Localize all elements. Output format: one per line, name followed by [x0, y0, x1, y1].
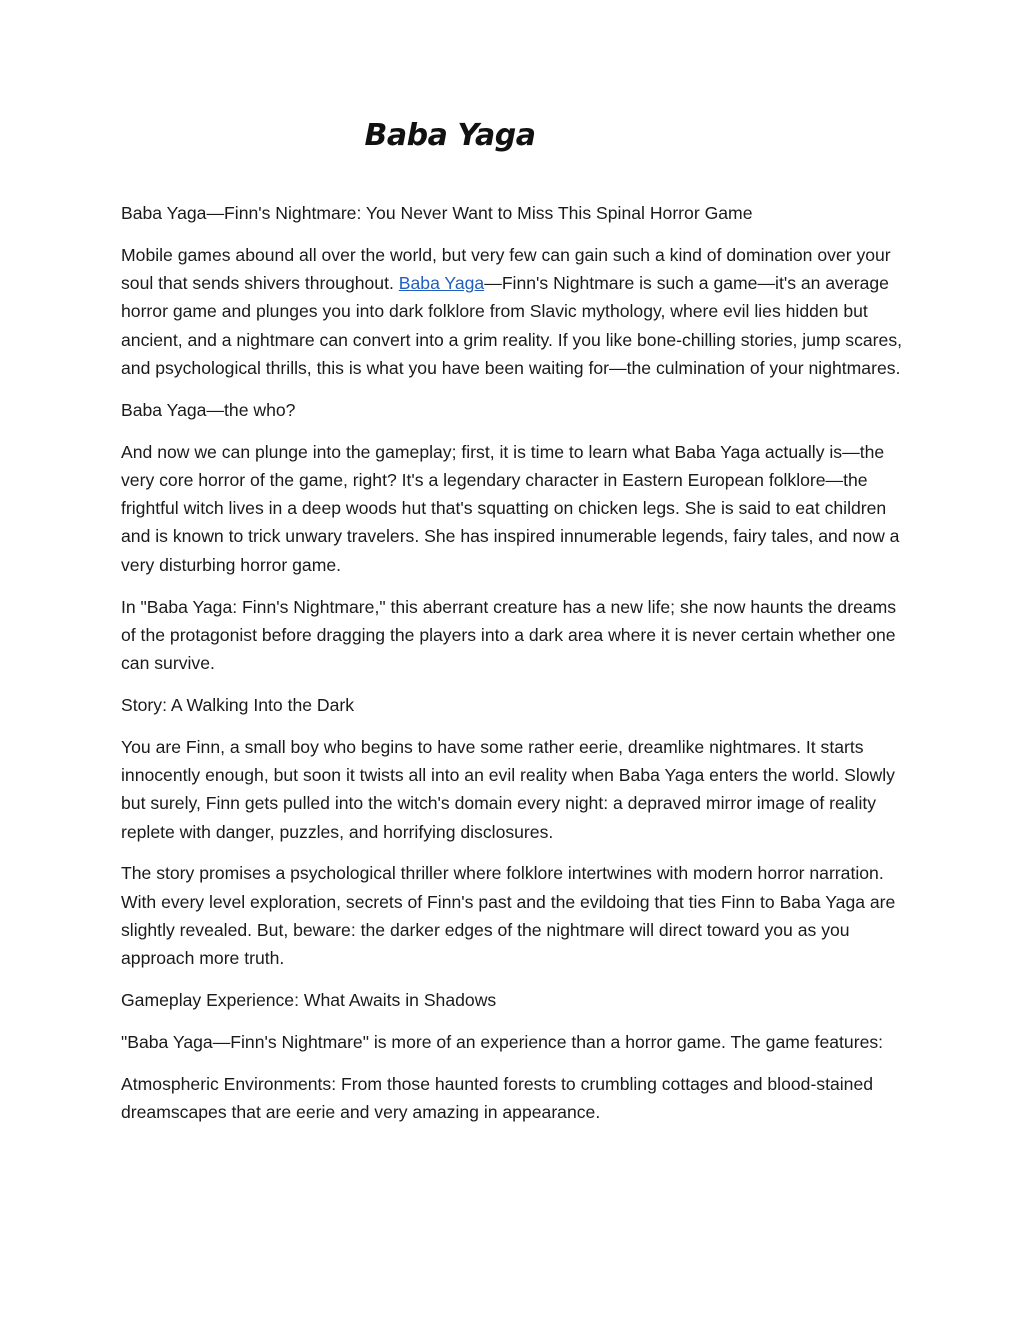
- intro-text-start: Mobile games abound all over the world, but very few can gain such a kind of domination over your soul that sends shivers throughout.: [121, 244, 891, 294]
- intro-text-end: —Finn's Nightmare is such a game—it's an average horror game and plunges you into dark folklore from Slavic mythology, where evil lies hidden but ancient, and a nightmare can convert into a grim reality. If you like bone-chilling stories, jump scares, and psychological thrills, this is what you have been waiting for—the culmination of your nightmares.: [121, 273, 903, 378]
- section-heading-story: Story: A Walking Into the Dark: [121, 694, 355, 715]
- paragraph-gameplay-intro: "Baba Yaga—Finn's Nightmare" is more of an experience than a horror game. The game features:: [121, 1031, 884, 1052]
- paragraph-story-promise: The story promises a psychological thriller where folklore intertwines with modern horror narration. With every level exploration, secrets of Finn's past and the evildoing that ties Finn to Baba Yaga are slightly revealed. But, beware: the darker edges of the nightmare will direct toward you as you approach more truth.: [121, 863, 896, 969]
- section-heading-who: Baba Yaga—the who?: [121, 399, 296, 420]
- section-heading-gameplay: Gameplay Experience: What Awaits in Shadows: [121, 990, 497, 1011]
- subtitle-paragraph: Baba Yaga—Finn's Nightmare: You Never Want to Miss This Spinal Horror Game: [121, 203, 753, 223]
- paragraph-story-body: You are Finn, a small boy who begins to have some rather eerie, dreamlike nightmares. It starts innocently enough, but soon it twists all into an evil reality when Baba Yaga enters the world. Slowly but surely, Finn gets pulled into the witch's domain every night: a depraved mirror image of reality replete with danger, puzzles, and horrifying disclosures.: [121, 736, 895, 842]
- document-title: Baba Yaga: [364, 118, 536, 153]
- baba-yaga-link[interactable]: Baba Yaga: [398, 273, 485, 294]
- intro-paragraph: [121, 241, 906, 382]
- document-body: [121, 199, 906, 1140]
- paragraph-who-body: And now we can plunge into the gameplay; first, it is time to learn what Baba Yaga actually is—the very core horror of the game, right? It's a legendary character in Eastern European folklore—the frightful witch lives in a deep woods hut that's squatting on chicken legs. She is said to eat children and is known to trick unwary travelers. She has inspired innumerable legends, fairy tales, and now a very disturbing horror game.: [121, 441, 900, 575]
- paragraph-new-life: In "Baba Yaga: Finn's Nightmare," this aberrant creature has a new life; she now haunts the dreams of the protagonist before dragging the players into a dark area where it is never certain whether one can survive.: [121, 596, 897, 674]
- paragraph-atmospheric: Atmospheric Environments: From those haunted forests to crumbling cottages and blood-stained dreamscapes that are eerie and very amazing in appearance.: [121, 1073, 874, 1123]
